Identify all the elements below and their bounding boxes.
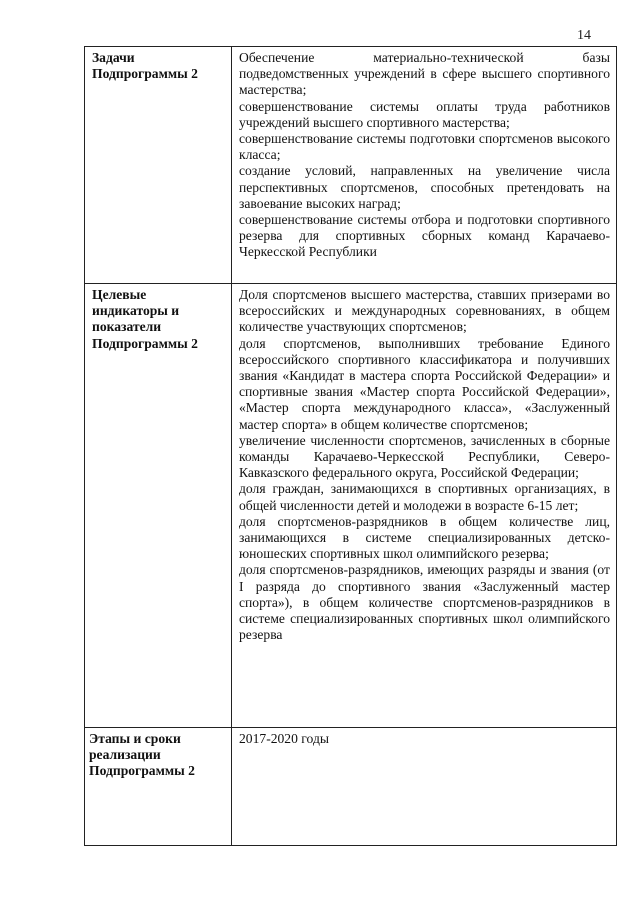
row-label-stages: Этапы и сроки реализации Подпрограммы 2 (85, 728, 232, 846)
table-row-goals (85, 47, 617, 284)
goal-item: создание условий, направленных на увеличение числа перспективных спортсменов, способных претендовать на завоевание высоких наград; (239, 163, 610, 211)
row-label-goals: Задачи Подпрограммы 2 (85, 47, 232, 284)
indicator-item: доля спортсменов-разрядников в общем количестве лиц, занимающихся в системе специализированных детско-юношеских спортивных школ олимпийского резерва; (239, 513, 610, 562)
row-content-stages (232, 728, 617, 846)
row-content-indicators (232, 284, 617, 728)
goal-item: совершенствование системы подготовки спортсменов высокого класса; (239, 131, 610, 163)
goal-item: совершенствование системы оплаты труда работников учреждений высшего спортивного мастерства; (239, 98, 610, 130)
page-number: 14 (577, 28, 591, 43)
subprogram-passport-table (84, 46, 617, 846)
indicator-item: доля спортсменов, выполнивших требование Единого всероссийского спортивного классификатора и получивших звания «Кандидат в мастера спорта Российской Федерации» и спортивные звания «Мастер спорта Российской Федерации», «Мастер спорта международного класса», «Заслуженный мастер спорта» в общем количестве спортсменов; (239, 335, 610, 432)
indicator-item: Доля спортсменов высшего мастерства, ставших призерами во всероссийских и международных соревнованиях, в общем количестве участвующих спортсменов; (239, 287, 610, 335)
table-row-indicators (85, 284, 617, 728)
row-label-indicators: Целевые индикаторы и показатели Подпрограммы 2 (85, 284, 232, 728)
goal-item: совершенствование системы отбора и подготовки спортивного резерва для спортивных сборных команд Карачаево-Черкесской Республики (239, 212, 610, 260)
stage-period: 2017-2020 годы (239, 731, 329, 746)
row-content-goals (232, 47, 617, 284)
indicator-item: доля граждан, занимающихся в спортивных организациях, в общей численности детей и молодежи в возрасте 6-15 лет; (239, 481, 610, 513)
goal-item: Обеспечение материально-технической базы подведомственных учреждений в сфере высшего спортивного мастерства; (239, 50, 610, 98)
indicator-item: увеличение численности спортсменов, зачисленных в сборные команды Карачаево-Черкесской Республики, Северо-Кавказского федерального округа, Российской Федерации; (239, 432, 610, 481)
table-row-stages (85, 728, 617, 846)
indicator-item: доля спортсменов-разрядников, имеющих разряды и звания (от I разряда до спортивного звания «Заслуженный мастер спорта»), в общем количестве спортсменов-разрядников в системе специализированных спортивных школ олимпийского резерва (239, 562, 610, 643)
